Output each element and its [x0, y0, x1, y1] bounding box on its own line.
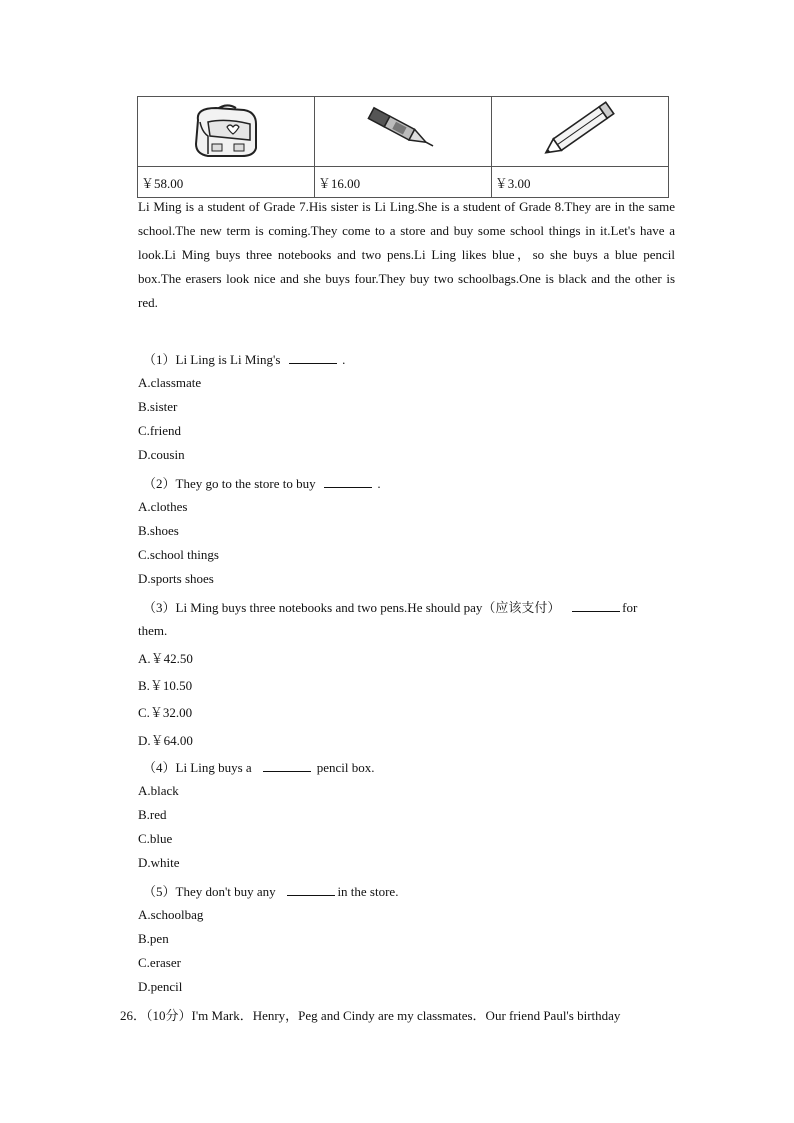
option: B.￥10.50 — [138, 678, 193, 693]
option: C.￥32.00 — [138, 705, 193, 720]
option: B.pen — [138, 931, 169, 946]
price-cell: ￥16.00 — [314, 167, 491, 198]
answer-blank — [263, 759, 311, 772]
option: C.school things — [138, 547, 219, 562]
option: A.￥42.50 — [138, 651, 193, 666]
question-stem: （5）They don't buy any — [143, 884, 276, 899]
price-cell: ￥58.00 — [138, 167, 315, 198]
fountain-pen-icon — [363, 143, 443, 158]
question-stem-continued: them. — [138, 623, 168, 638]
answer-blank — [324, 475, 372, 488]
option: D.pencil — [138, 979, 183, 994]
question-stem: （1）Li Ling is Li Ming's — [143, 352, 281, 367]
question-stem-end: for — [622, 600, 638, 615]
table-cell — [138, 97, 315, 167]
option: D.￥64.00 — [138, 733, 193, 748]
answer-blank — [287, 883, 335, 896]
reading-passage: Li Ming is a student of Grade 7.His sister is Li Ling.She is a student of Grade 8.They are in the same school.The new term is coming.They come to a store and buy some school things in it.Let's have a look.Li Ming buys three notebooks and two pens.Li Ling likes blue，so she buys a blue pencil box.The erasers look nice and she buys four.They buy two schoolbags.One is black and the other is red. — [138, 199, 675, 310]
option: A.schoolbag — [138, 907, 204, 922]
question-stem: （3）Li Ming buys three notebooks and two pens.He should pay（应该支付） — [143, 600, 561, 615]
schoolbag-icon — [186, 148, 266, 163]
question-stem: （2）They go to the store to buy — [143, 476, 316, 491]
next-question: 26．（10分）I'm Mark．Henry，Peg and Cindy are my classmates．Our friend Paul's birthday — [120, 1008, 621, 1023]
question-stem-end: . — [377, 476, 381, 491]
option: D.cousin — [138, 447, 185, 462]
table-cell — [314, 97, 491, 167]
table-cell — [491, 97, 668, 167]
question-1 — [143, 349, 345, 368]
question-5 — [143, 881, 398, 900]
answer-blank — [289, 351, 337, 364]
answer-blank — [572, 599, 620, 612]
question-3 — [143, 597, 637, 616]
question-4 — [143, 757, 374, 776]
question-stem-end: in the store. — [337, 884, 399, 899]
pencil-icon — [535, 148, 625, 163]
question-stem-end: pencil box. — [316, 760, 375, 775]
price-cell: ￥3.00 — [491, 167, 668, 198]
price-table — [137, 96, 669, 198]
option: C.blue — [138, 831, 173, 846]
question-stem-end: . — [342, 352, 346, 367]
question-2 — [143, 473, 381, 492]
option: B.shoes — [138, 523, 179, 538]
option: C.eraser — [138, 955, 181, 970]
option: D.white — [138, 855, 180, 870]
option: A.black — [138, 783, 179, 798]
option: B.sister — [138, 399, 178, 414]
option: D.sports shoes — [138, 571, 214, 586]
option: C.friend — [138, 423, 181, 438]
option: A.clothes — [138, 499, 188, 514]
option: A.classmate — [138, 375, 202, 390]
option: B.red — [138, 807, 167, 822]
question-stem: （4）Li Ling buys a — [143, 760, 252, 775]
